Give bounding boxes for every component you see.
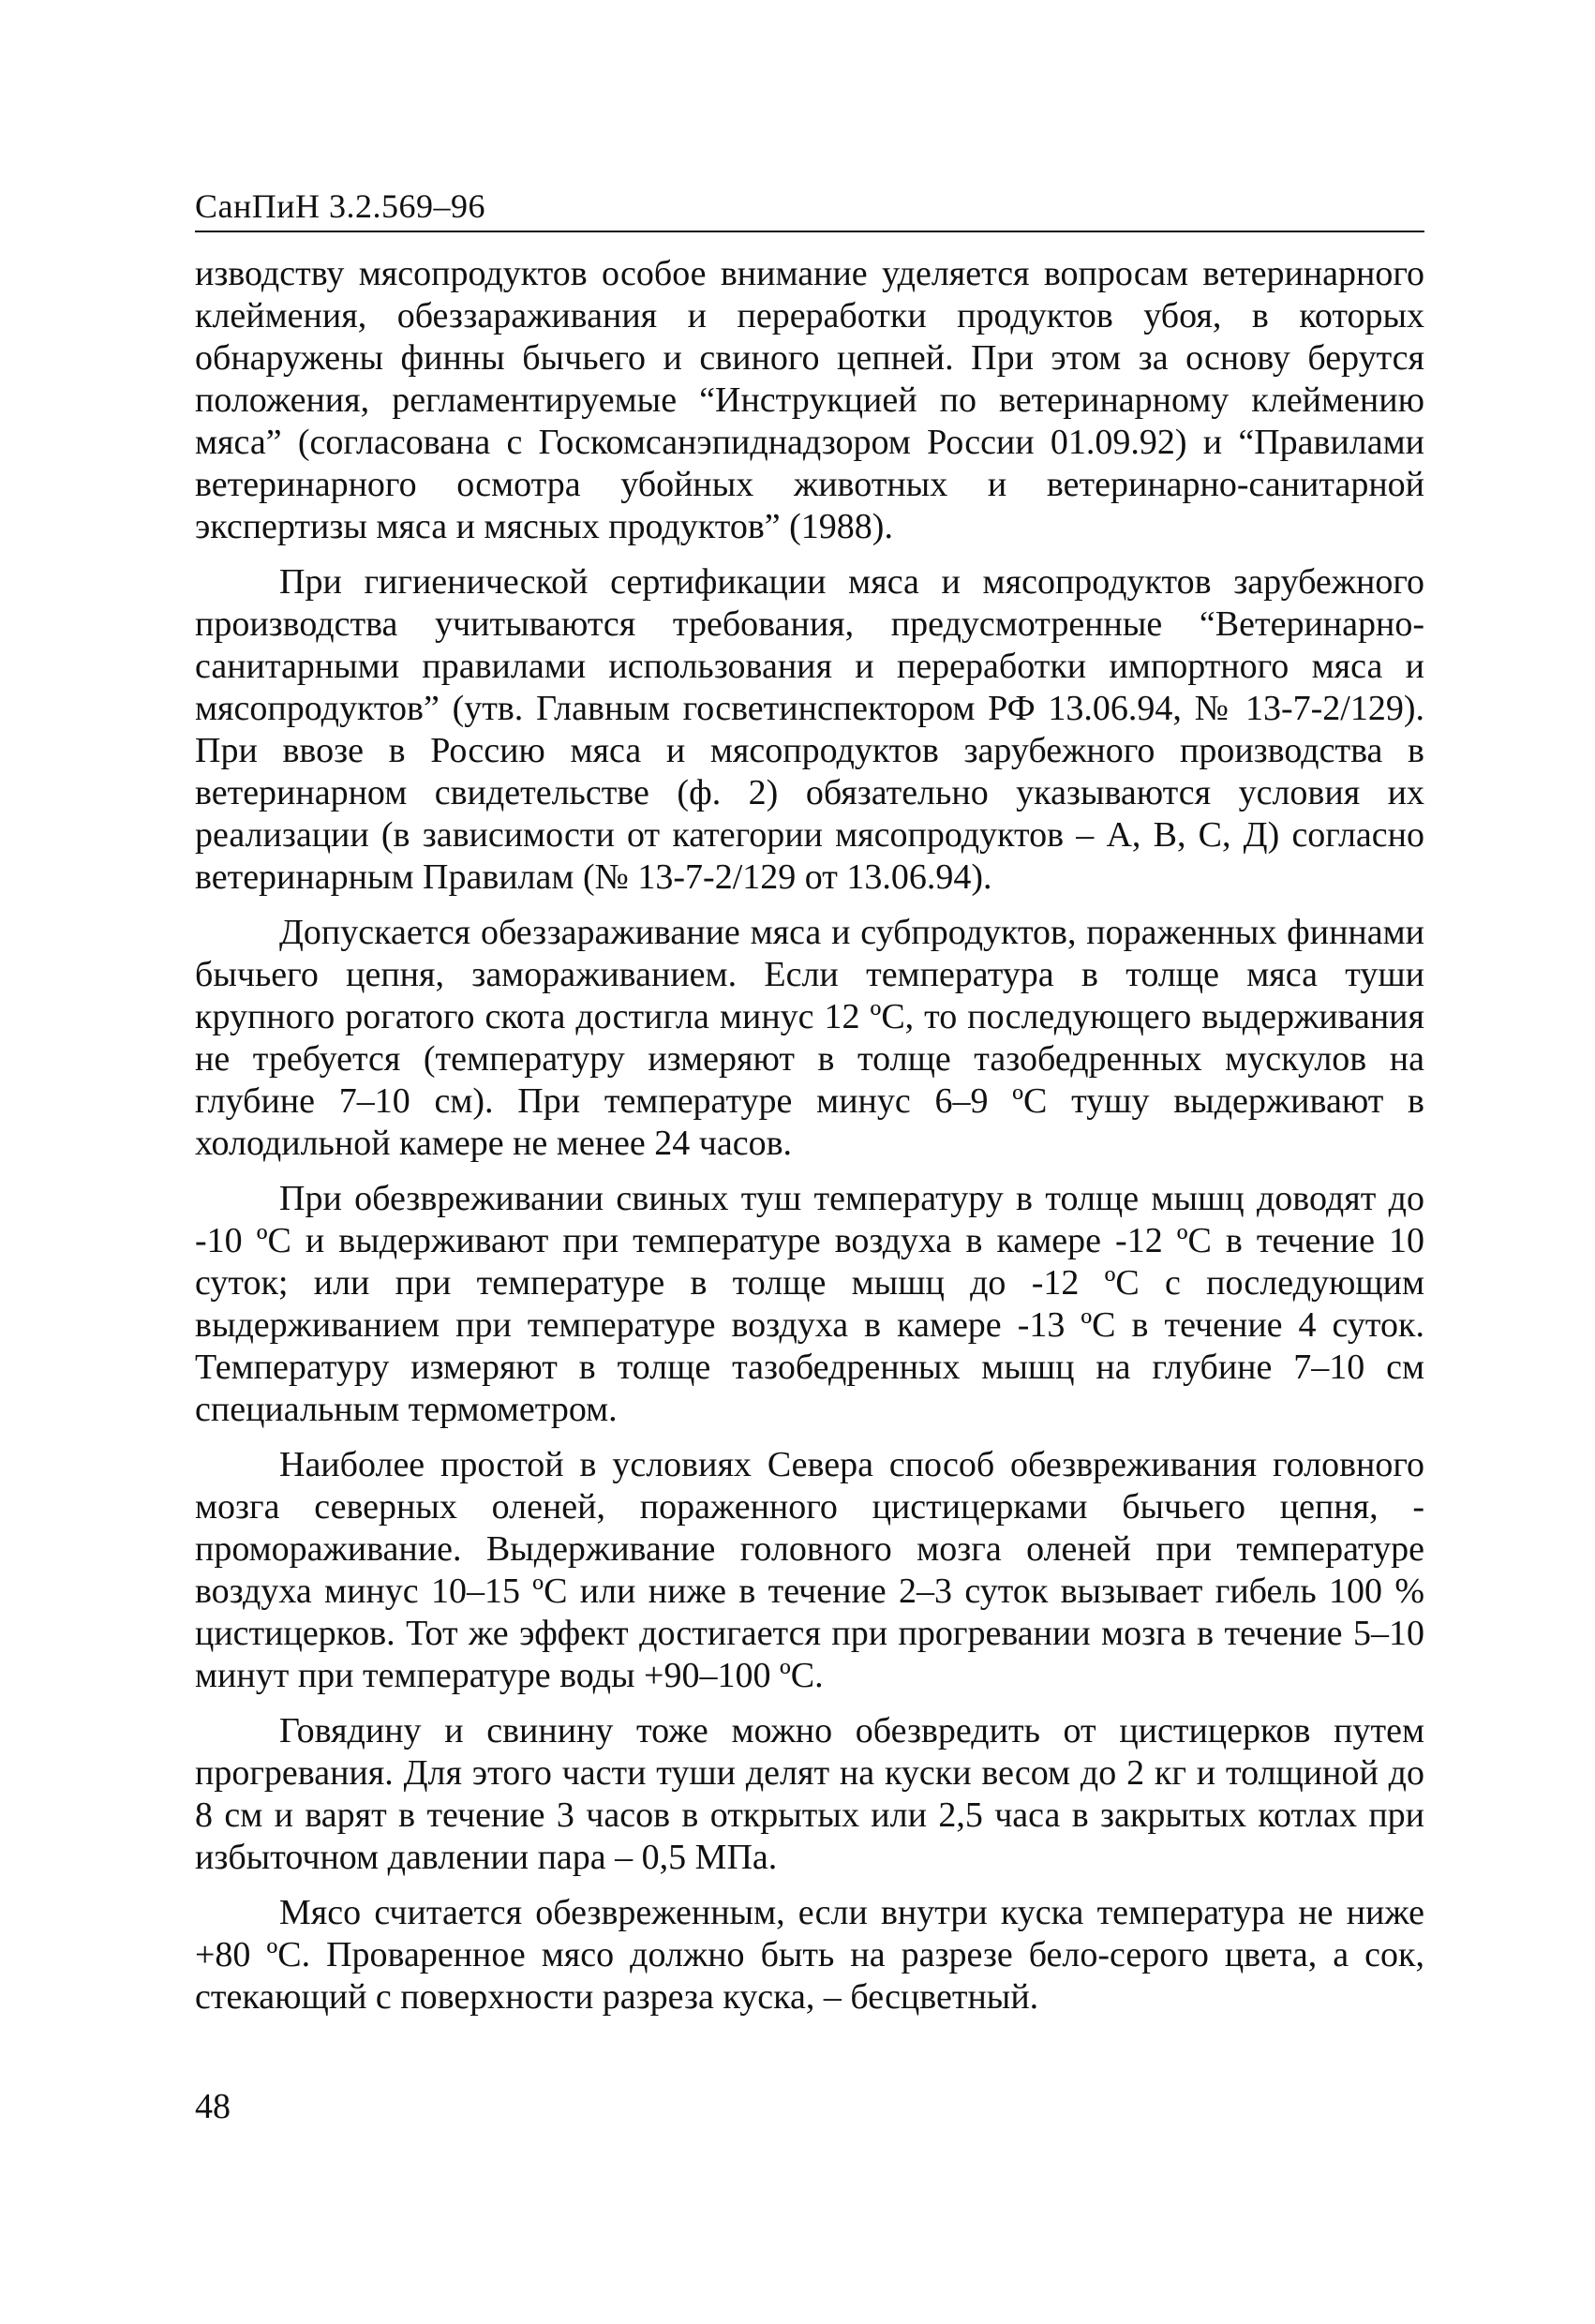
paragraph-pork-carcasses: При обезвреживании свиных туш температуру в толще мышц доводят до -10 ºС и выдерживают при температуре воздуха в камере -12 ºС в течение 10 суток; или при температуре в толще мышц до -12 ºС с последующим выдерживанием при температуре воздуха в камере -13 ºС в течение 4 суток. Температуру измеряют в толще тазобедренных мышц на глубине 7–10 см специальным термометром.	[195, 1179, 1424, 1429]
paragraph-heating: Говядину и свинину тоже можно обезвредить от цистицерков путем прогревания. Для этого части туши делят на куски весом до 2 кг и толщиной до 8 см и варят в течение 3 часов в открытых или 2,5 часа в закрытых котлах при избыточном давлении пара – 0,5 МПа.	[195, 1711, 1424, 1877]
page-header	[195, 186, 1424, 232]
paragraph-continuation: изводству мясопродуктов особое внимание уделяется вопросам ветеринарного клеймения, обеззараживания и переработки продуктов убоя, в которых обнаружены финны бычьего и свиного цепней. При этом за основу берутся положения, регламентируемые “Инструкцией по ветеринарному клеймению мяса” (согласована с Госкомсанэпиднадзором России 01.09.92) и “Правилами ветеринарного осмотра убойных животных и ветеринарно-санитарной экспертизы мяса и мясных продуктов” (1988).	[195, 254, 1424, 546]
paragraph-decontaminated-criteria: Мясо считается обезвреженным, если внутри куска температура не ниже +80 ºС. Проваренное мясо должно быть на разрезе бело-серого цвета, а сок, стекающий с поверхности разреза куска, – бесцветный.	[195, 1893, 1424, 2017]
page-body	[195, 253, 1424, 2032]
paragraph-reindeer-brain: Наиболее простой в условиях Севера способ обезвреживания головного мозга северных оленей, пораженного цистицерками бычьего цепня, - промораживание. Выдерживание головного мозга оленей при температуре воздуха минус 10–15 ºС или ниже в течение 2–3 суток вызывает гибель 100 % цистицерков. Тот же эффект достигается при прогревании мозга в течение 5–10 минут при температуре воды +90–100 ºС.	[195, 1445, 1424, 1695]
paragraph-freezing-beef: Допускается обеззараживание мяса и субпродуктов, пораженных финнами бычьего цепня, замораживанием. Если температура в толще мяса туши крупного рогатого скота достигла минус 12 ºС, то последующего выдерживания не требуется (температуру измеряют в толще тазобедренных мускулов на глубине 7–10 см). При температуре минус 6–9 ºС тушу выдерживают в холодильной камере не менее 24 часов.	[195, 913, 1424, 1163]
header-divider	[195, 231, 1424, 232]
document-code: СанПиН 3.2.569–96	[195, 187, 486, 225]
paragraph-certification: При гигиенической сертификации мяса и мясопродуктов зарубежного производства учитываются требования, предусмотренные “Ветеринарно-санитарными правилами использования и переработки импортного мяса и мясопродуктов” (утв. Главным госветинспектором РФ 13.06.94, № 13-7-2/129). При ввозе в Россию мяса и мясопродуктов зарубежного производства в ветеринарном свидетельстве (ф. 2) обязательно указываются условия их реализации (в зависимости от категории мясопродуктов – А, В, С, Д) согласно ветеринарным Правилам (№ 13-7-2/129 от 13.06.94).	[195, 562, 1424, 897]
page-number: 48	[195, 2087, 231, 2126]
